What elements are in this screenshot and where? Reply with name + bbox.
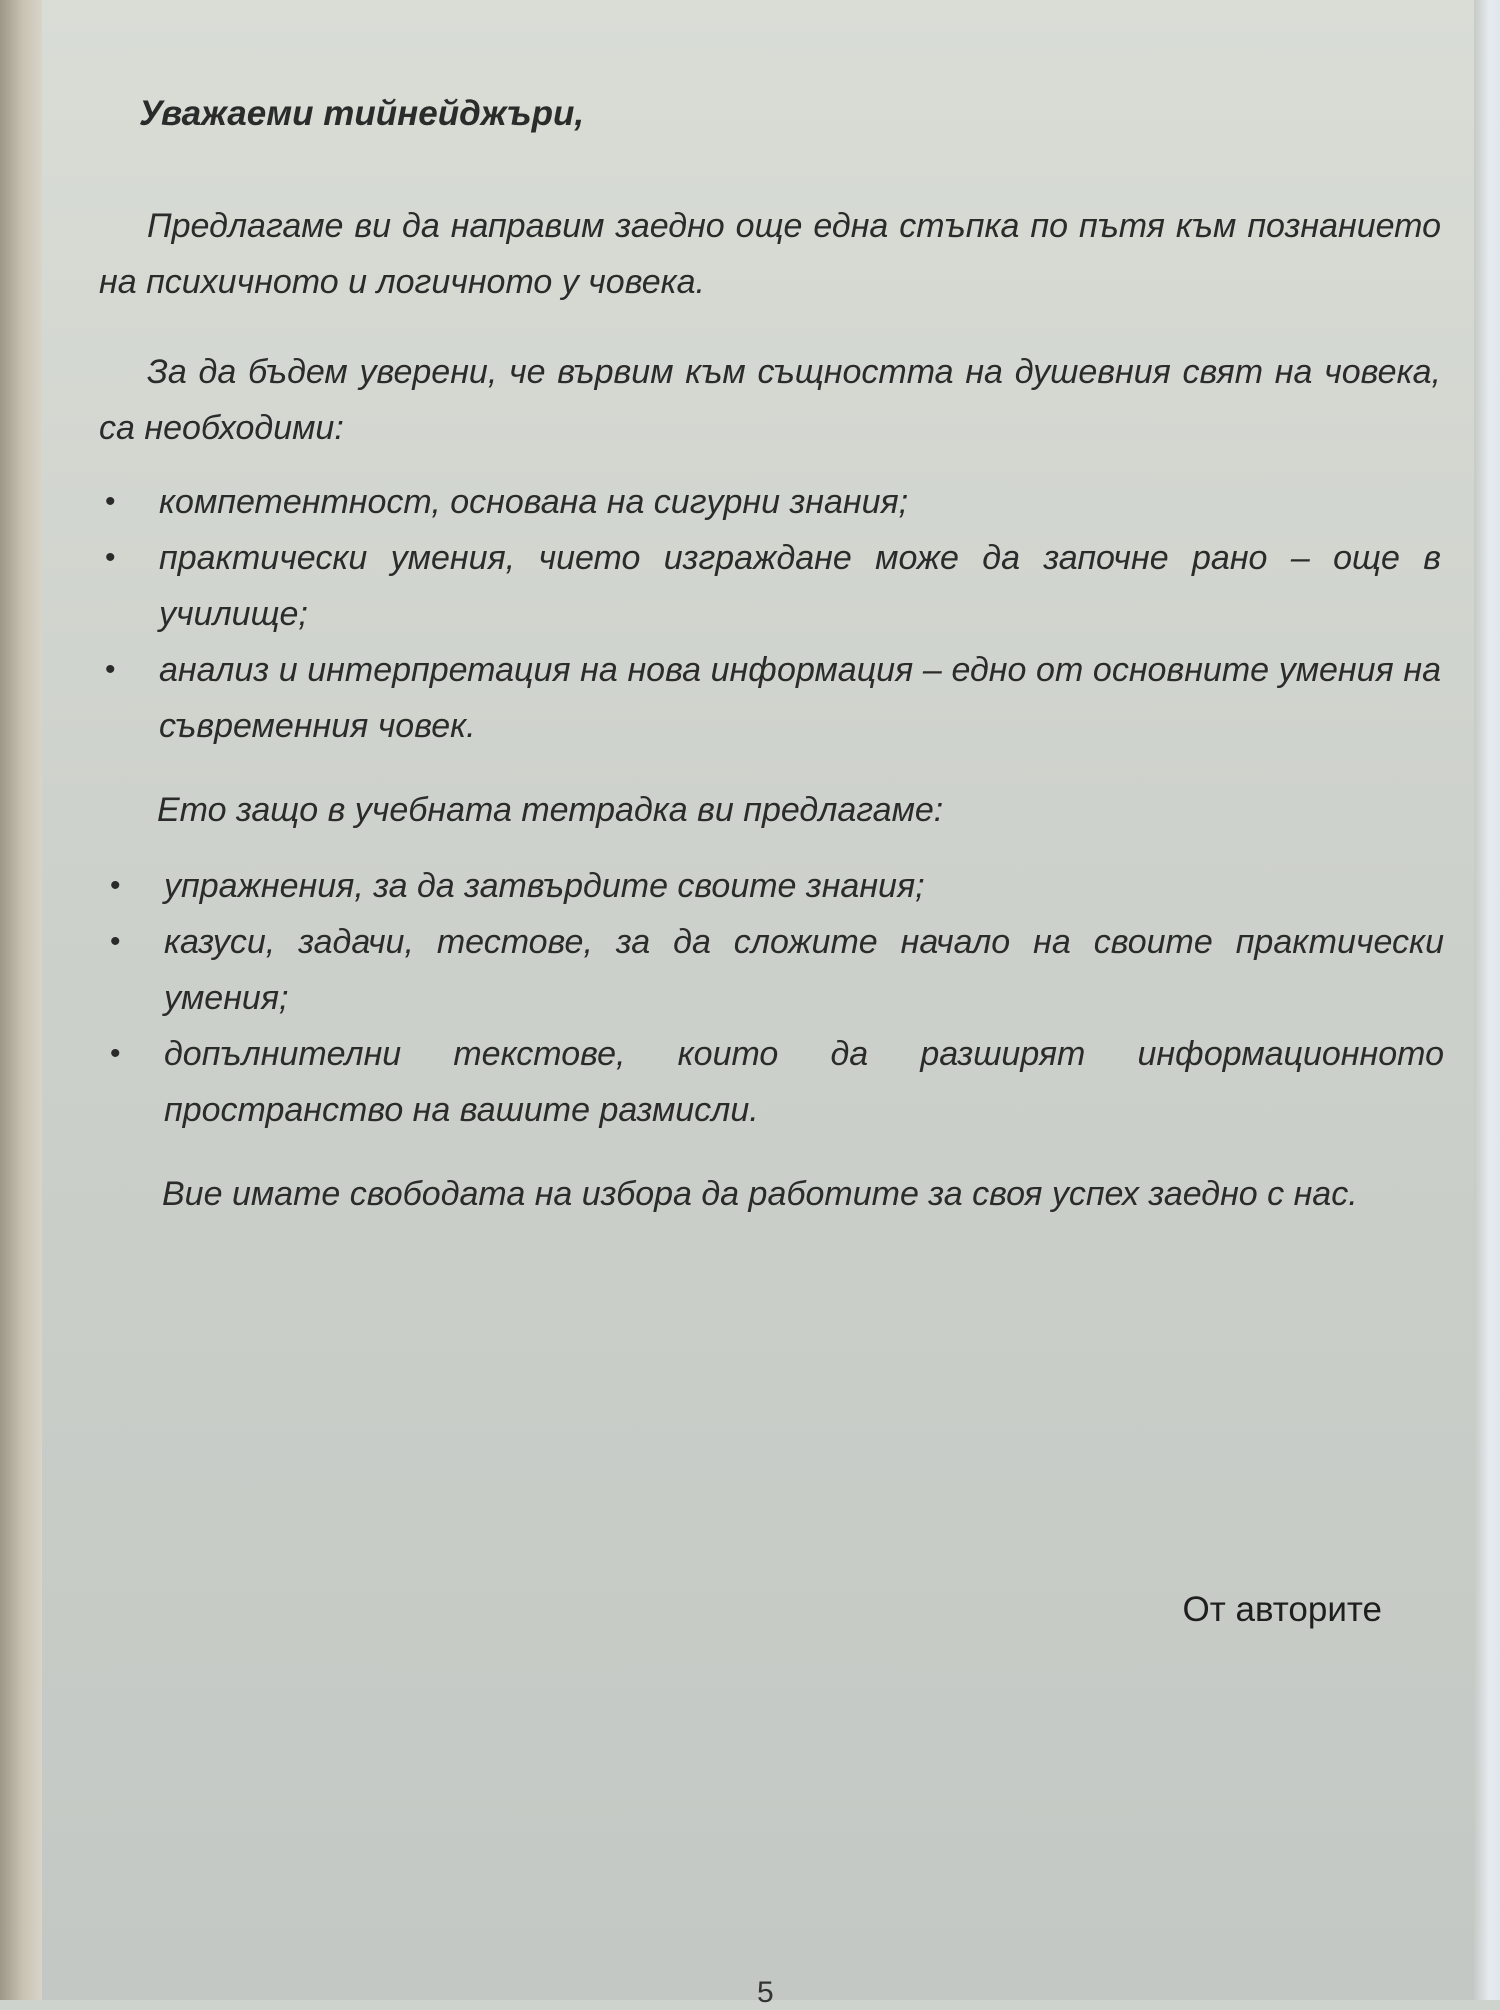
page-number: 5 [757,1976,774,2009]
book-spine-edge [0,0,42,2000]
list-item-text: компетентност, основана на сигурни знания; [159,483,909,521]
paragraph-offer: Ето защо в учебната тетрадка ви предлагаме: [157,791,944,829]
paragraph-intro: Предлагаме ви да направим заедно още една стъпка по пътя към познанието на психичното и логичното у човека. [99,207,1441,301]
bullet-icon: • [110,925,121,958]
requirements-list [99,474,1441,754]
list-item [104,1026,1444,1138]
list-item [104,914,1444,1026]
bullet-icon: • [110,869,121,902]
list-item [104,858,1444,914]
signature: От авторите [1182,1590,1382,1629]
list-item-text: казуси, задачи, тестове, за да сложите начало на своите практически умения; [164,923,1444,1017]
page-right-edge [1474,0,1500,2000]
book-page [42,0,1474,2009]
list-item-text: анализ и интерпретация на нова информация – едно от основните умения на съвременния човек. [159,651,1441,745]
list-item-text: практически умения, чието изграждане може да започне рано – още в училище; [159,539,1441,633]
list-item-text: упражнения, за да затвърдите своите знания; [164,867,925,905]
list-item [99,642,1441,754]
bullet-icon: • [110,1037,121,1070]
bullet-icon: • [105,653,116,686]
list-item [99,474,1441,530]
paragraph-closing: Вие имате свободата на избора да работите за своя успех заедно с нас. [162,1175,1358,1213]
salutation: Уважаеми тийнейджъри, [139,94,585,133]
offer-list [104,858,1444,1138]
paragraph-requirements: За да бъдем уверени, че вървим към същността на душевния свят на човека, са необходими: [99,353,1441,447]
list-item-text: допълнителни текстове, които да разширят информационното пространство на вашите размисли. [164,1035,1444,1129]
bullet-icon: • [105,485,116,518]
list-item [99,530,1441,642]
bullet-icon: • [105,541,116,574]
